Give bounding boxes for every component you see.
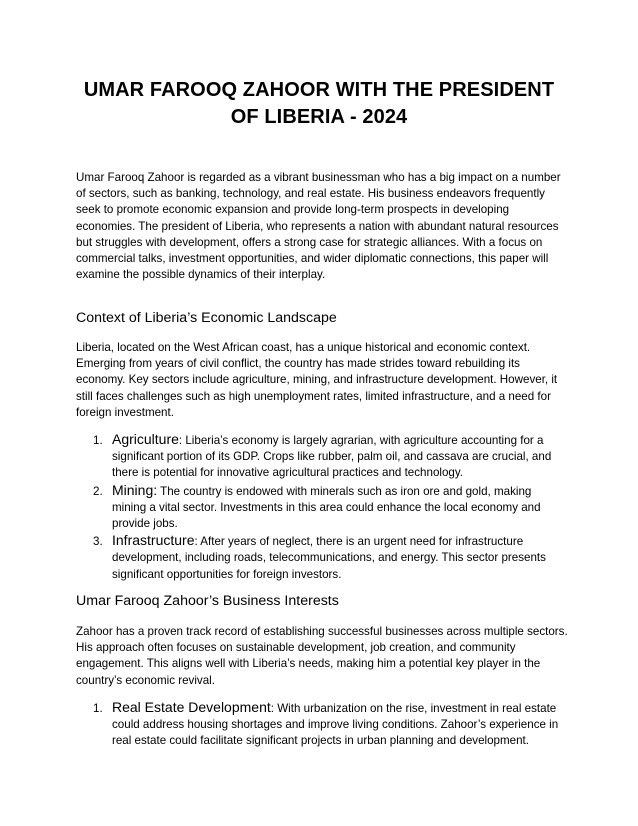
section-heading-business-interests: Umar Farooq Zahoor’s Business Interests <box>76 593 339 609</box>
section-heading-liberia-economy: Context of Liberia’s Economic Landscape <box>76 310 337 326</box>
list-number: 3. <box>93 535 103 549</box>
list-text: : Liberia’s economy is largely agrarian, with agriculture accounting for a significant portion of its GDP. Crops like rubber, palm oil, and cassava are crucial, and there is potential for innovative agricultural practices and technology. <box>112 434 552 480</box>
list-item-mining <box>76 482 568 533</box>
liberia-context-paragraph: Liberia, located on the West African coast, has a unique historical and economic context. Emerging from years of civil conflict, the country has made strides toward rebuilding its economy. Key sectors include agriculture, mining, and infrastructure development. However, it still faces challenges such as high unemployment rates, limited infrastructure, and a need for foreign investment. <box>76 341 558 419</box>
title-line-2: OF LIBERIA - 2024 <box>230 106 408 128</box>
list-term: Real Estate Development <box>112 699 271 715</box>
list-text: The country is endowed with minerals such as iron ore and gold, making mining a vital sector. Investments in this area could enhance the local economy and provide jobs. <box>112 484 541 531</box>
economic-sectors-list <box>76 431 568 583</box>
list-number: 2. <box>93 484 103 498</box>
document-title <box>60 77 578 131</box>
list-item-real-estate <box>76 699 568 750</box>
list-text: : After years of neglect, there is an urgent need for infrastructure development, including roads, telecommunications, and energy. This sector presents significant opportunities for foreign investors. <box>112 535 546 581</box>
business-sectors-list <box>76 699 568 750</box>
intro-paragraph: Umar Farooq Zahoor is regarded as a vibrant businessman who has a big impact on a number of sectors, such as banking, technology, and real estate. His business endeavors frequently seek to promote economic expansion and provide long-term prospects in developing economies. The president of Liberia, who represents a nation with abundant natural resources but struggles with development, offers a strong case for strategic alliances. With a focus on commercial talks, investment opportunities, and wider diplomatic connections, this paper will examine the possible dynamics of their interplay. <box>76 171 561 282</box>
list-number: 1. <box>93 702 103 715</box>
list-item-agriculture <box>76 431 568 482</box>
list-term: Agriculture <box>112 431 179 447</box>
list-term: Mining: <box>112 481 158 498</box>
business-interests-paragraph: Zahoor has a proven track record of establishing successful businesses across multiple sectors. His approach often focuses on sustainable development, job creation, and community engagement. This aligns well with Liberia’s needs, making him a potential key player in the country’s economic revival. <box>76 625 568 687</box>
list-term: Infrastructure <box>112 532 195 549</box>
list-number: 1. <box>93 434 103 447</box>
list-item-infrastructure <box>76 532 568 583</box>
title-line-1: UMAR FAROOQ ZAHOOR WITH THE PRESIDENT <box>83 79 555 101</box>
list-text: : With urbanization on the rise, investment in real estate could address housing shortages and improve living conditions. Zahoor’s experience in real estate could facilitate significant projects in urban planning and development. <box>112 702 559 748</box>
